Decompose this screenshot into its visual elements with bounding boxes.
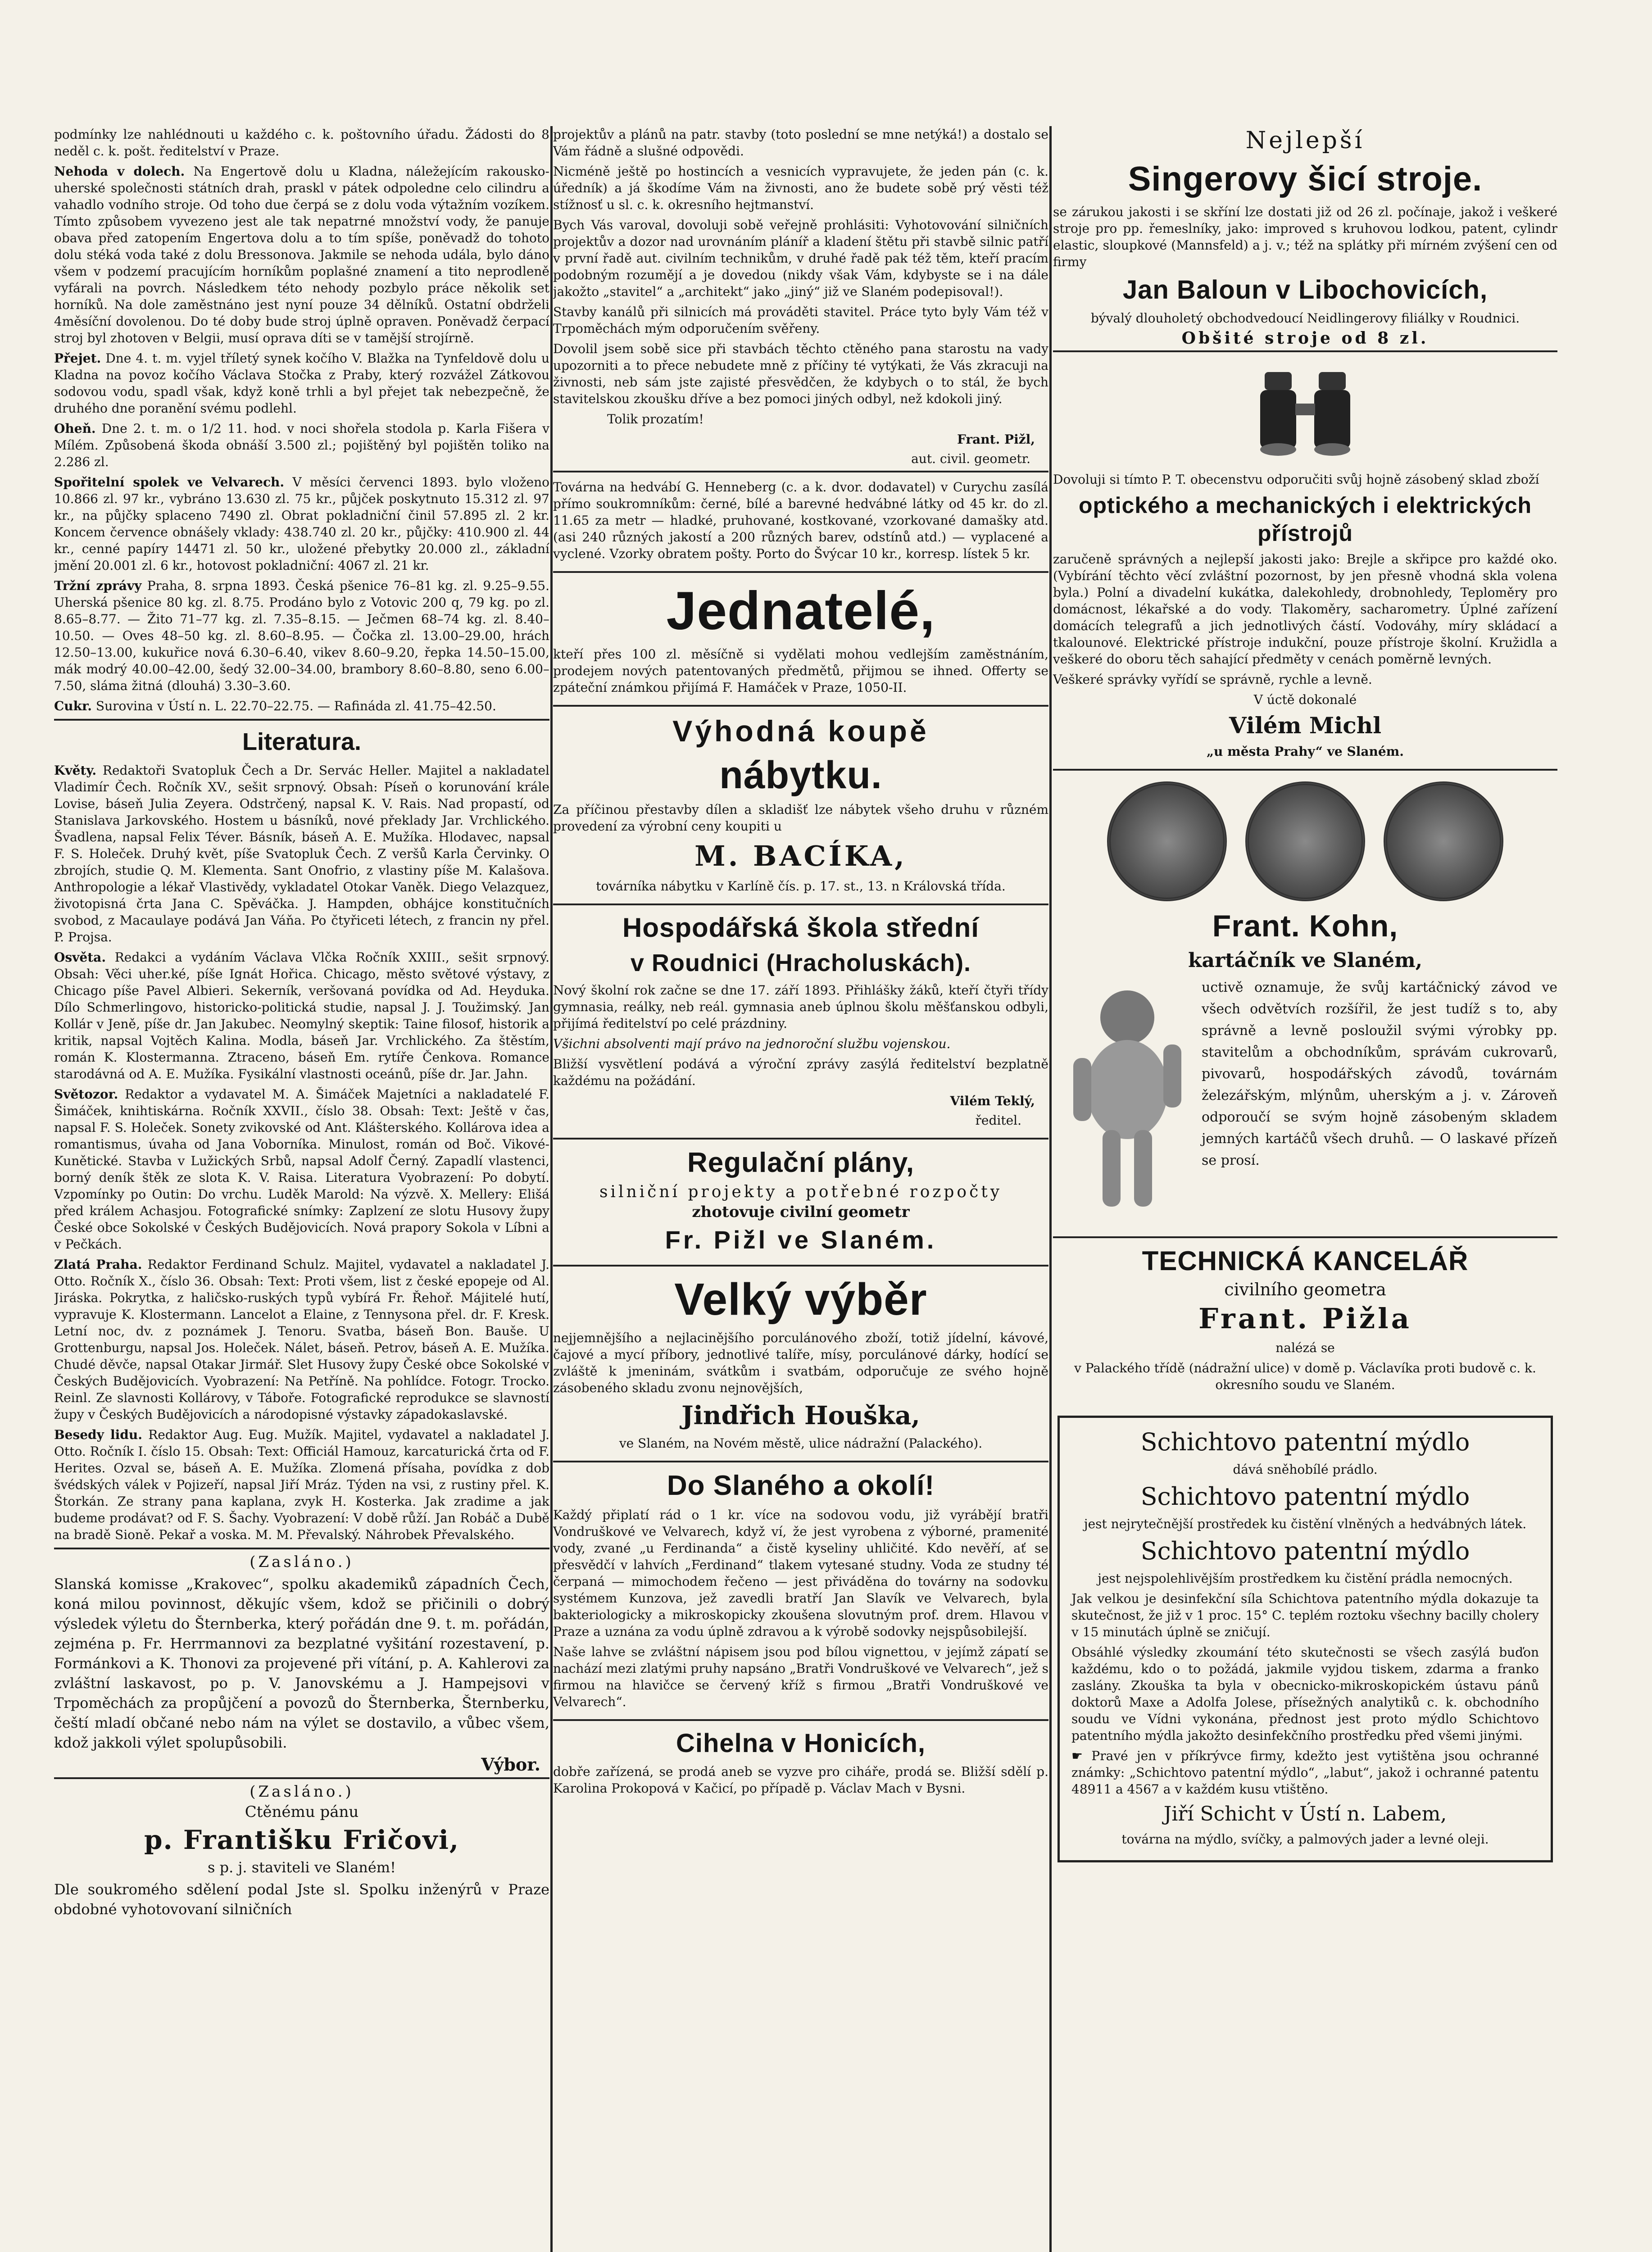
ad-text: Obsáhlé výsledky zkoumání této skutečnosti se všech zasýlá buďon každému, kdo o to požádá, jakmile vyjdou tiskem, zdarma a franko zaslány. Zkouška ta byla v obecnicko-mikroskopickém ústavu pánů doktorů Maxe a Adolfa Jolese, přísežných analytiků c. k. obchodního soudu ve Vídni vykonána, přednost jest proto mýdlo Schichtovo patentního mýdla jakožto desinfekčního prostředku před všemi jinými. bbox=[1071, 1645, 1539, 1743]
ad-text: se zárukou jakosti i se skříní lze dostati již od 26 zl. počínaje, jakož i veškeré stroje pro pp. řemeslníky, jako: improved s kruhovou lodkou, patent, cylindr elastic, sloupkové (Mannsfeld) a j. v.; též na splátky při mírném zvýšení cen od firmy bbox=[1053, 204, 1557, 269]
ad-nabytek bbox=[553, 705, 1048, 904]
ad-company: Jiří Schicht v Ústí n. Labem, bbox=[1163, 1803, 1447, 1825]
signature: Výbor. bbox=[481, 1754, 540, 1775]
ad-text-inline: Pravé jen v příkrývce firmy, kdežto jest vytištěna jsou ochranné známky: „Schichtovo patentní mýdlo“, „labut“, jakož i ochranné patentu 48911 a 4567 a v každém kusu vtištěno. bbox=[1071, 1748, 1539, 1797]
article-nehoda bbox=[54, 163, 549, 346]
ad-text: Bližší vysvětlení podává a výroční zprávy zasýlá ředitelství bezplatně každému na požádání. bbox=[553, 1057, 1048, 1088]
ad-text: nejjemnějšího a nejlacinějšího porculánového zboží, totiž jídelní, kávové, čajové a mycí příbory, jednotlivé talíře, mísy, porculánové dárky, hodící se zvláště k jmeninám, svátkům i svatbám, odporučuje ze svého hojně zásobeného skladu zvonu nejnovějších, bbox=[553, 1330, 1048, 1395]
ad-company: Jan Baloun v Libochovicích, bbox=[1122, 275, 1488, 304]
lit-text: Redaktor Ferdinand Schulz. Majitel, vydavatel a nakladatel J. Otto. Ročník X., číslo 36. Obsah: Text: Proti všem, list z české epopeje od Al. Jiráska. Pokrytka, z haličsko-ruských typů vybírá Fr. Řehoř. Májitelé hutí, vypravuje K. Klostermann. Lancelot a Elaine, z Tennysona přel. dr. F. Kresk. Letní noc, dv. z poznámek J. Tenoru. Svatba, báseň Bon. Bauše. U Grottenburgu, napsal Jos. Holeček. Nálet, báseň. Petrov, báseň A. E. Mužíka. Chudé děvče, napsal Otakar Jirmář. Slet Husovy župy České obce Sokolské v Českých Budějovicích. Vyobrazení: Na Petříně. Na pohlídce. Fotogr. Trocko. Reinl. Ze slavnosti Kollárovy, v Táboře. Fotografické reprodukce se slavností župy v Českých Budějovicích a národopisné výstavky západokaslavské. bbox=[54, 1257, 549, 1422]
zaslano-heading: (Zasláno.) bbox=[250, 1553, 354, 1571]
ad-text: nalézá se bbox=[1275, 1340, 1335, 1355]
ad-text: civilního geometra bbox=[1224, 1280, 1386, 1299]
lit-svetozor bbox=[54, 1086, 549, 1253]
article-prejet bbox=[54, 350, 549, 417]
lit-text: Redaktoři Svatopluk Čech a Dr. Servác Heller. Majitel a nakladatel Vladimír Čech. Ročník XV., sešit srpnový. Obsah: Píseň o korunování krále Lovise, báseň Julia Zeyera. Odstrčený, napsal K. V. Rais. Nad propastí, od Stanislava Jarkovského. Hostem u básníků, nové překlady Jar. Vrchlického. Švadlena, napsal Felix Téver. Básník, báseň A. E. Mužíka. Hlodavec, napsal F. S. Holeček. Druhý květ, píše Svatopluk Čech. Z veršů Karla Červinky. O zbrojích, studie Q. M. Klementa. Sant Onofrio, z vlastiny píše M. Kalašova. Anthropologie a lékař Vlastivědy, vykladatel Otokar Vaněk. Diego Velazquez, životopisná črta Jana C. Spěváčka. J. Hampden, obhájce konstitučních svobod, z Macaulaye podává Jan Váňa. Po čtyřiceti létech, z francin ny přel. P. Projsa. bbox=[54, 763, 549, 944]
ad-text bbox=[1071, 1748, 1539, 1798]
article-text: Dne 2. t. m. o 1/2 11. hod. v noci shořela stodola p. Karla Fišera v Mílém. Způsobená škoda obnáší 3.500 zl.; pojištěný byl pojištěn toliko na 2.286 zl. bbox=[54, 421, 549, 469]
ad-address: ve Slaném, na Novém městě, ulice nádražní (Palackého). bbox=[619, 1436, 983, 1451]
ad-text: Jak velkou je desinfekční síla Schichtova patentního mýdla dokazuje ta skutečnost, že již v 1 proc. 15° C. teplém roztoku všechny bacilly cholery v 15 minutách úplně se zničují. bbox=[1071, 1591, 1539, 1639]
ad-technicka bbox=[1053, 1236, 1557, 1402]
ad-company: Frant. Pižla bbox=[1198, 1302, 1412, 1335]
text-paragraph: Nicméně ještě po hostincích a vesnicích vypravujete, že jeden pán (c. k. úředník) a já škodíme Vám na živnosti, ano že budete sobě prý věsti též stížnosť u sl. c. k. okresního hejtmanství. bbox=[553, 164, 1048, 212]
signature-title: aut. civil. geometr. bbox=[911, 451, 1030, 466]
column-3 bbox=[1053, 126, 1557, 1876]
column-1 bbox=[54, 126, 549, 1923]
ad-porculan bbox=[553, 1265, 1048, 1461]
ad-text: Každý připlatí rád o 1 kr. více na sodovou vodu, již vyrábějí bratři Vondruškové ve Velvarech, když ví, že jest vyrobena z výborné, pramenité vody, zvané „u Ferdinanda“ a čistě kyseliny uhličité. Kdo nevěří, ať se přesvědčí v lahvích „Ferdinand“ tlakem vytesané studny. Voda ze studny té čerpaná — mimochodem řečeno — jest přiváděna do továrny na sodovku systémem Kunzova, jež zavedli bratří Jan Slavík ve Velvarech, byla bakteriologicky a mikroskopicky zkoušena slovutným prof. drem. Hlavou v Praze a uznána za vodu úplně zdravou a k výrobě sodovky nejspůsobilejší. bbox=[553, 1507, 1048, 1639]
ad-text: dává sněhobílé prádlo. bbox=[1233, 1462, 1378, 1477]
addressee-name: p. Františku Fričovi, bbox=[144, 1825, 460, 1855]
zaslano-text: Slanská komisse „Krakovec“, spolku akademiků západních Čech, koná milou povinnost, děkujíc všem, kdož se přičinili o dobrý výsledek výletu do Šternberka, který pořádán dne 9. t. m. pořádán, zejména p. Fr. Herrmannovi za bezplatné vyšitání rozestavení, p. Formánkovi a K. Thonovi za projevené při vítání, p. A. Kahlerovi za zvláštní laskavost, po p. V. Janovskému a J. Hampejsovi v Trpoměchách za propůjčení a povozů do Šternberka, Šternberku, čeští mladí občané nebo nám na výlet se dostavilo, a vůbec všem, kdož jakkoli výlet spolupůsobili. bbox=[54, 1575, 549, 1751]
divider bbox=[54, 1548, 549, 1549]
ad-text: Továrna na hedvábí G. Henneberg (c. a k. dvor. dodavatel) v Curychu zasílá přímo soukromníkům: černé, bílé a barevné hedvábné látky od 45 kr. do zl. 11.65 za metr — hladké, pruhované, kostkované, vzorkované damašky atd. (asi 240 různých jakostí a 200 různých barev, odstínů atd.) — vyplacené a vyclené. Vzorky obratem pošty. Porto do Švýcar 10 kr., korresp. lístek 5 kr. bbox=[553, 480, 1048, 561]
salutation: Ctěnému pánu bbox=[245, 1803, 359, 1821]
ad-kohn bbox=[1053, 769, 1557, 1236]
signature-title: ředitel. bbox=[975, 1113, 1021, 1128]
article-heading: Tržní zprávy bbox=[54, 578, 142, 593]
article-text: Dne 4. t. m. vyjel tříletý synek kočího V. Blažka na Tynfeldově dolu u Kladna na povoz kočího Václava Stočka z Praby, který rozvážel Zátkovou sodovou vodu, spadl však, když koně trhli a byl přejet tak nebezpečně, že druhého dne poranění svému podlehl. bbox=[54, 351, 549, 416]
article-heading: Nehoda v dolech. bbox=[54, 164, 185, 179]
ad-headline: Schichtovo patentní mýdlo bbox=[1140, 1537, 1470, 1565]
ad-sodovka bbox=[553, 1461, 1048, 1719]
ad-regulacni bbox=[553, 1138, 1048, 1265]
ad-headline: optického a mechanických i elektrických přístrojů bbox=[1078, 493, 1532, 546]
medal-icon bbox=[1245, 781, 1365, 901]
ad-text: Veškeré správky vyřídí se správně, rychle a levně. bbox=[1053, 672, 1372, 687]
lit-text: Redaktor a vydavatel M. A. Šimáček Majetníci a nakladatelé F. Šimáček, knihtiskárna. Ročník XXVII., číslo 38. Obsah: Text: Ještě v čas, napsal F. S. Holeček. Sonety zvikovské od Ant. Klášterského. Kollárova idea a romantismus, úvaha od Jana Voborníka. Minulost, román od Boč. Vikové-Kunětické. Stavba v Lužických Srbů, napsal Adolf Černý. Zapadlí vlastenci, borný deník štěk ze slota K. V. Raisa. Literatura Vyobrazení: Po dobytí. Vzpomínky po Outin: Do vrchu. Luděk Marold: Na výzvě. X. Mellery: Elišá před králem Achasjou. Fotografické snímky: Zaplzení ze slotu Husovy župy České obce Sokolské v Českých Budějovicích. Nová prapory Sokola v Líbni a v Pečkách. bbox=[54, 1087, 549, 1252]
lit-heading: Světozor. bbox=[54, 1087, 118, 1102]
medals-row bbox=[1053, 777, 1557, 908]
ad-address: v Palackého třídě (nádražní ulice) v domě p. Václavíka proti budově c. k. okresního soudu ve Slaném. bbox=[1074, 1361, 1536, 1392]
ad-cihelna bbox=[553, 1719, 1048, 1806]
ad-text: uctivě oznamuje, že svůj kartáčnický závod ve všech odvětvích rozšířil, že jest tudíž s to, aby správně a levně posloužil svými výrobky pp. stavitelům a obchodníkům, správám cukrovarů, pivovarů, hospodářských závodů, továrnám železářským, mlýnům, uherským a j. v. Zároveň odporoučí se svým hojně zásobeným skladem jemných kartáčů všech druhů. — O laskavé přízeň se prosí. bbox=[1202, 980, 1557, 1168]
article-text: Praha, 8. srpna 1893. Česká pšenice 76–81 kg. zl. 9.25–9.55. Uherská pšenice 80 kg. zl. 8.75. Prodáno bylo z Votovic 200 q, 79 kg. po zl. 8.65–8.77. — Žito 71–77 kg. zl. 7.35–8.15. — Ječmen 68–74 kg. zl. 8.40–10.50. — Oves 48–50 kg. zl. 8.60–8.95. — Čočka zl. 13.00–29.00, hrách 12.50–13.00, kukuřice nová 6.30–6.40, vikev 8.60–9.20, řepka 14.50–15.00, mák modrý 40.00–42.00, šedý 32.00–34.00, brambory 8.60–8.80, seno 6.00–7.50, sláma žitná (dlouhá) 3.30–3.60. bbox=[54, 578, 549, 693]
ad-body bbox=[1053, 977, 1557, 1231]
addressee-title: s p. j. staviteli ve Slaném! bbox=[208, 1859, 396, 1876]
ad-text: jest nejrytečnější prostředek ku čistění vlněných a hedvábných látek. bbox=[1084, 1516, 1527, 1531]
ad-singer bbox=[1053, 126, 1557, 347]
article-text: V měsíci červenci 1893. bylo vloženo 10.866 zl. 97 kr., vybráno 13.630 zl. 75 kr., půjček poskytnuto 15.312 zl. 97 kr., na půjčky splaceno 7490 zl. Obrat pokladniční činil 57.895 zl. 2 kr. Koncem července obnášely vklady: 438.740 zl. 20 kr., půjčky: 410.900 zl. 44 kr., cenné papíry 14471 zl. 50 kr., uložené přebytky 20.000 zl., základní jmění 20.001 zl. 6 kr., hotovost pokladniční: 4067 zl. 21 kr. bbox=[54, 475, 549, 573]
medal-icon bbox=[1107, 781, 1227, 901]
ad-address: továrna na mýdlo, svíčky, a palmových jader a levné oleji. bbox=[1121, 1832, 1489, 1847]
lit-besedy bbox=[54, 1426, 549, 1543]
ad-headline: v Roudnici (Hracholuskách). bbox=[630, 949, 971, 976]
ad-text: silniční projekty a potřebné rozpočty bbox=[599, 1183, 1003, 1201]
ad-address: továrníka nábytku v Karlíně čís. p. 17. st., 13. n Královská třída. bbox=[596, 879, 1006, 894]
text-paragraph: Bych Vás varoval, dovoluji sobě veřejně prohlásiti: Vyhotovování silničních projektův a dozor nad urovnáním pláníř a kladení štětu při stavbě silnic patří v první řadě aut. civilním technikům, v druhé řadě pak též těm, kteří pracím podobným rozumějí a je dovedou (nikdy však Vám, kdybyste se i na dále jakožto „stavitel“ a „architekt“ jako „jiný“ již ve Slaném podepisoval!). bbox=[553, 218, 1048, 299]
divider bbox=[54, 1777, 549, 1779]
text-paragraph: Stavby kanálů při silnicích má prováděti stavitel. Práce tyto byly Vám též v Trpoměchách mým odporučením svěřeny. bbox=[553, 304, 1048, 336]
ad-text: Obšité stroje od 8 zl. bbox=[1181, 329, 1429, 348]
ad-text: V úctě dokonalé bbox=[1253, 692, 1357, 707]
ad-company: Frant. Kohn, bbox=[1212, 909, 1398, 943]
binoculars-icon bbox=[1053, 363, 1557, 464]
article-heading: Přejet. bbox=[54, 351, 101, 366]
ad-optika bbox=[1053, 350, 1557, 769]
ad-address: „u města Prahy“ ve Slaném. bbox=[1206, 744, 1404, 759]
ad-headline: Výhodná koupě bbox=[672, 714, 929, 748]
section-heading-literatura: Literatura. bbox=[242, 728, 362, 755]
article-cukr bbox=[54, 698, 549, 714]
text-paragraph: podmínky lze nahlédnouti u každého c. k. poštovního úřadu. Žádosti do 8 neděl c. k. pošt. ředitelství v Praze. bbox=[54, 127, 549, 159]
ad-text: Nový školní rok začne se dne 17. září 1893. Přihlášky žáků, kteří čtyři třídy gymnasia, reálky, neb reál. gymnasia aneb úplnou školu měšťanskou odbyli, přijímá ředitelství po celé prázdniny. bbox=[553, 983, 1048, 1031]
lit-kvety bbox=[54, 762, 549, 945]
lit-heading: Zlatá Praha. bbox=[54, 1257, 142, 1272]
article-heading: Oheň. bbox=[54, 421, 96, 436]
column-2 bbox=[553, 126, 1048, 1806]
ad-headline: Regulační plány, bbox=[687, 1147, 915, 1178]
lit-osveta bbox=[54, 949, 549, 1082]
ad-henneberg bbox=[553, 471, 1048, 571]
text-paragraph: Dovolil jsem sobě sice při stavbách těchto ctěného pana starostu na vady upozorniti a to přece nebudete mně z příčiny té vytýkati, že Vás zkracuji na živnosti, neb sám jste zajisté přesvědčen, že kdybych o to stál, že bych stavitelskou zkoušku dříve a bez pomoci jiných odbyl, než kdokoli jiný. bbox=[553, 341, 1048, 406]
ad-headline: Nejlepší bbox=[1245, 127, 1365, 154]
ad-text: zaručeně správných a nejlepší jakosti jako: Brejle a skřipce pro každé oko. (Vybírání těchto věcí zvláštní pozornost, by jen přesně vhodná skla volena byla.) Polní a divadelní kukátka, dalekohledy, drobnohledy, Teploměry pro domácnost, lékařské a do vody. Tlakoměry, sacharometry. Úplné zařízení domácích telegrafů a jich jednotlivých částí. Vodováhy, míry skládací a tkalounové. Elektrické přístroje indukční, pouze přístroje školní. Kružidla a veškeré do oboru těch sahající předměty v cenách poměrně levných. bbox=[1053, 552, 1557, 667]
ad-text: kteří přes 100 zl. měsíčně si vydělati mohou vedlejším zaměstnáním, prodejem nových patentovaných předmětů, přijmou se ihned. Offerty se zpáteční známkou přijímá F. Hamáček v Praze, 1050-II. bbox=[553, 647, 1048, 695]
ad-headline: Schichtovo patentní mýdlo bbox=[1140, 1428, 1470, 1456]
lit-heading: Květy. bbox=[54, 763, 97, 778]
article-text: Na Engertově dolu u Kladna, náležejícím rakousko-uherské společnosti státních drah, praskl v pátek odpoledne celo cilindru a vahadlo vodního stroje. Od toho due čerpá se z dolu voda výtažním vozíkem. Tímto způsobem vyvezeno jest ale tak nepatrné množství vody, že panuje obava před zatopením Engertova dolu a to tím spíše, poněvadž do tohoto dolu stéká voda také z dolu Bressonova. Jakmile se nehoda udála, bylo dáno všem v podzemí pracujícím horníkům poplašné znamení a tito neprodleně vyfárali na povrch. Následkem této nehody pozbylo práce několik set horníků. Na dole zaměstnáno jest nyní pouze 34 dělníků. Ostatní obdrželi 4měsíční dovolenou. Do té doby bude stroj úplně opraven. Poněvadž čerpací stroj byl zhotoven v Belgii, musí oprava díti se v tamější strojírně. bbox=[54, 164, 549, 345]
ad-company: Jindřich Houška, bbox=[681, 1401, 920, 1430]
ad-text: bývalý dlouholetý obchodvedoucí Neidlingerovy filiálky v Roudnici. bbox=[1090, 311, 1520, 326]
cherub-figure-icon bbox=[1053, 977, 1202, 1231]
ad-headline: Hospodářská škola střední bbox=[622, 913, 979, 943]
ad-headline: Jednatelé, bbox=[666, 581, 935, 641]
lit-heading: Osvěta. bbox=[54, 950, 106, 965]
ad-text: Naše lahve se zvláštní nápisem jsou pod bílou vignettou, v jejímž zápatí se nachází mezi zlatými pruhy napsáno „Bratři Vondruškové ve Velvarech“, jež s firmou na hlavičce se červený kříž s firmou „Bratři Vondruškové ve Velvarech“. bbox=[553, 1644, 1048, 1709]
ad-headline: nábytku. bbox=[719, 754, 882, 797]
ad-headline: kartáčník ve Slaném, bbox=[1188, 949, 1423, 972]
ad-company: Vilém Michl bbox=[1229, 712, 1382, 739]
ad-jednatele bbox=[553, 571, 1048, 705]
lit-zlata-praha bbox=[54, 1256, 549, 1423]
ad-headline: TECHNICKÁ KANCELÁŘ bbox=[1142, 1246, 1469, 1276]
lit-heading: Besedy lidu. bbox=[54, 1427, 142, 1442]
ad-company: M. BACÍKA, bbox=[694, 840, 907, 872]
medal-icon bbox=[1384, 781, 1503, 901]
ad-company: Fr. Pižl ve Slaném. bbox=[665, 1226, 937, 1254]
ad-headline: Schichtovo patentní mýdlo bbox=[1140, 1482, 1470, 1511]
text-paragraph: projektův a plánů na patr. stavby (toto poslední se mne netýká!) a dostalo se Vám řádně a slušné odpovědi. bbox=[553, 127, 1048, 159]
article-ohen bbox=[54, 420, 549, 470]
divider bbox=[54, 719, 549, 721]
zaslano-text: Dle soukromého sdělení podal Jste sl. Spolku inženýrů v Praze obdobné vyhotovovaní silničních bbox=[54, 1881, 549, 1918]
ad-headline: Singerovy šicí stroje. bbox=[1128, 160, 1483, 198]
signature-name: Vilém Teklý, bbox=[950, 1094, 1035, 1108]
signature-name: Frant. Pižl, bbox=[957, 432, 1035, 447]
ad-skola bbox=[553, 904, 1048, 1138]
article-sporitelni bbox=[54, 474, 549, 574]
article-trzni bbox=[54, 577, 549, 694]
article-heading: Cukr. bbox=[54, 699, 92, 713]
ad-text: jest nejspolehlivějším prostředkem ku čistění prádla nemocných. bbox=[1098, 1571, 1513, 1586]
ad-text: Za příčinou přestavby dílen a skladišť lze nábytek všeho druhu v různém provedení za výrobní ceny koupiti u bbox=[553, 802, 1048, 834]
lit-text: Redakci a vydáním Václava Vlčka Ročník XXIII., sešit srpnový. Obsah: Věci uher.ké, píše Ignát Hořica. Chicago, město světové výstavy, z Chicago píše Pavel Albieri. Sekerník, veršovaná povídka od Ad. Heyduka. Dílo Schmerlingovo, historicko-politická studie, napsal J. J. Toužimský. Jan Kollár v Jeně, píše dr. Jan Jakubec. Neomylný skeptik: Taine filosof, historik a kritik, napsal Vojtěch Kalina. Modla, báseň Jar. Vrchlického. Za štěstím, román K. Klostermanna. Ztraceno, báseň Em. rytíře Čenkova. Romance starodávná od A. E. Mužíka. Fysikální vlastnosti oceánů, píše dr. Jar. Jahn. bbox=[54, 950, 549, 1081]
pointing-hand-icon: ☛ bbox=[1071, 1748, 1092, 1763]
text-paragraph: Tolik prozatím! bbox=[607, 412, 704, 427]
lit-text: Redaktor Aug. Eug. Mužík. Majitel, vydavatel a nakladatel J. Otto. Ročník I. číslo 15. Obsah: Text: Officiál Hamouz, karcaturická črta od F. Herites. Ozval se, báseň A. E. Mužíka. Zlomená přísaha, povídka z dob švédských válek v Pojizeří, napsal Jiří Mráz. Týden na vsi, z rustiny přel. K. Štorkán. Ze strany pana kaplana, zvyk H. Kosterka. Jak zradime a jak budeme prodávat? od F. S. Šachy. Vyobrazení: V době růží. Jan Robáč a Dubě na bradě Sioně. Pekař a voska. M. M. Převalský. Náhrobek Převalského. bbox=[54, 1427, 549, 1542]
zaslano-heading: (Zasláno.) bbox=[250, 1783, 354, 1801]
ad-headline: Velký výběr bbox=[674, 1274, 927, 1325]
article-heading: Spořitelní spolek ve Velvarech. bbox=[54, 475, 285, 490]
ad-headline: Do Slaného a okolí! bbox=[667, 1470, 935, 1501]
column-divider bbox=[1049, 126, 1052, 2252]
ad-text: zhotovuje civilní geometr bbox=[692, 1203, 910, 1221]
article-text: Surovina v Ústí n. L. 22.70–22.75. — Rafináda zl. 41.75–42.50. bbox=[95, 699, 496, 713]
column-divider bbox=[550, 126, 553, 2252]
ad-schicht bbox=[1057, 1416, 1553, 1862]
ad-text: Dovoluji si tímto P. T. obecenstvu odporučiti svůj hojně zásobený sklad zboží bbox=[1053, 472, 1539, 487]
ad-text: dobře zařízená, se prodá aneb se vyzve pro ciháře, prodá se. Bližší sdělí p. Karolina Prokopová v Kačicí, po případě p. Václav Mach v Bysni. bbox=[553, 1764, 1048, 1796]
ad-text: Všichni absolventi mají právo na jednoroční službu vojenskou. bbox=[553, 1036, 951, 1051]
ad-headline: Cihelna v Honicích, bbox=[676, 1729, 926, 1758]
